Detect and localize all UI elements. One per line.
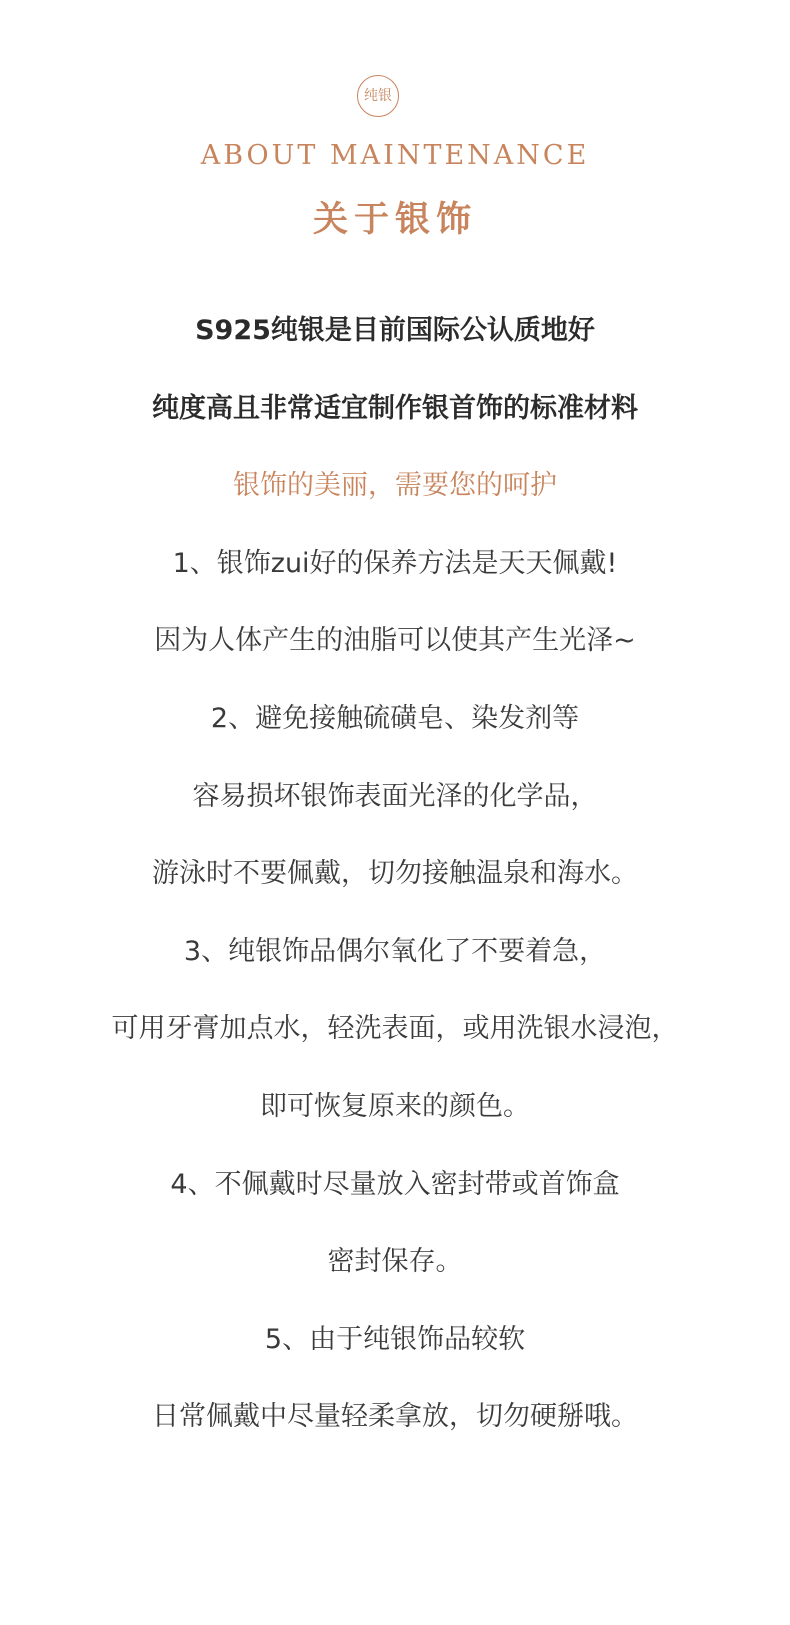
badge-label: 纯银 [364, 88, 392, 104]
text-line: 3、纯银饰品偶尔氧化了不要着急， [183, 935, 607, 967]
silver-badge [357, 75, 399, 117]
text-line: 1、银饰zui好的保养方法是天天佩戴! [172, 547, 618, 579]
text-line: S925纯银是目前国际公认质地好 [195, 315, 595, 346]
text-line: 即可恢复原来的颜色。 [260, 1090, 530, 1122]
text-line: 日常佩戴中尽量轻柔拿放，切勿硬掰哦。 [152, 1401, 638, 1433]
text-line: 可用牙膏加点水，轻洗表面，或用洗银水浸泡， [111, 1013, 679, 1045]
text-line: 2、避免接触硫磺皂、染发剂等 [210, 702, 580, 734]
text-line: 密封保存。 [327, 1246, 463, 1278]
text-line: 因为人体产生的油脂可以使其产生光泽~ [154, 625, 636, 657]
maintenance-text-list [0, 304, 790, 1468]
text-line: 4、不佩戴时尽量放入密封带或首饰盒 [170, 1168, 620, 1200]
text-line: 游泳时不要佩戴，切勿接触温泉和海水。 [152, 858, 638, 890]
text-line: 银饰的美丽，需要您的呵护 [233, 470, 557, 502]
page-title: 关于银饰 [312, 200, 477, 240]
text-line: 容易损坏银饰表面光泽的化学品， [192, 780, 598, 812]
text-line: 纯度高且非常适宜制作银首饰的标准材料 [152, 392, 638, 424]
text-line: 5、由于纯银饰品较软 [264, 1323, 526, 1355]
section-eyebrow: ABOUT MAINTENANCE [200, 140, 590, 171]
